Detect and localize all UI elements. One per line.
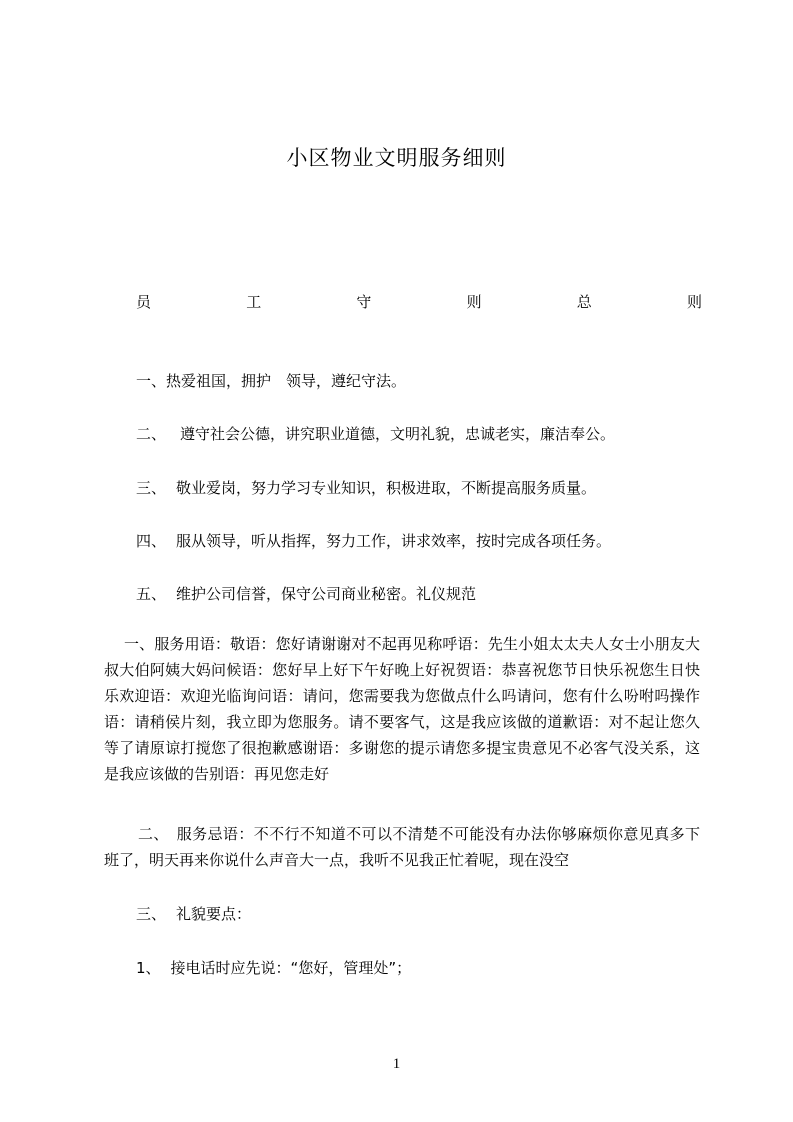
section-number: 三、 xyxy=(136,905,167,923)
taboo-terms-paragraph: 二、 服务忌语：不不行不知道不可以不清楚不可能没有办法你够麻烦你意见真多下班了，明天再来你说什么声音大一点，我听不见我正忙着呢，现在没空 xyxy=(104,825,700,869)
rule-number: 二、 xyxy=(136,425,167,443)
rule-item-4 xyxy=(136,531,611,551)
rule-text: 热爱祖国，拥护 领导，遵纪守法。 xyxy=(166,372,407,390)
rule-number: 四、 xyxy=(136,532,167,550)
rule-item-3 xyxy=(136,478,596,498)
heading-char: 总 xyxy=(576,293,592,311)
rule-number: 三、 xyxy=(136,479,167,497)
rule-number: 五、 xyxy=(136,585,167,603)
etiquette-heading xyxy=(136,904,251,924)
item-number: 1、 xyxy=(136,959,161,977)
rule-text: 维护公司信誉，保守公司商业秘密。礼仪规范 xyxy=(176,585,477,603)
rule-text: 敬业爱岗，努力学习专业知识，积极进取，不断提高服务质量。 xyxy=(176,479,597,497)
item-text: 接电话时应先说：“您好，管理处”； xyxy=(170,959,412,977)
rule-item-1 xyxy=(136,371,406,391)
heading-char: 守 xyxy=(356,293,372,311)
rule-text: 遵守社会公德，讲究职业道德，文明礼貌，忠诚老实，廉洁奉公。 xyxy=(180,425,616,443)
heading-char: 则 xyxy=(466,293,482,311)
section-text: 礼貌要点： xyxy=(176,905,252,923)
heading-char: 工 xyxy=(246,293,262,311)
rule-item-2 xyxy=(136,424,615,444)
page-number: 1 xyxy=(392,1056,401,1072)
heading-char: 员 xyxy=(136,293,152,311)
document-title: 小区物业文明服务细则 xyxy=(286,146,507,170)
phone-rule xyxy=(136,958,411,978)
rule-item-5 xyxy=(136,584,476,604)
section-heading xyxy=(136,291,702,312)
service-terms-paragraph: 一、服务用语：敬语：您好请谢谢对不起再见称呼语：先生小姐太太夫人女士小朋友大叔大伯阿姨大妈问候语：您好早上好下午好晚上好祝贺语：恭喜祝您节日快乐祝您生日快乐欢迎语：欢迎光临询问语：请问，您需要我为您做点什么吗请问，您有什么吩咐吗操作语：请稍侯片刻，我立即为您服务。请不要客气，这是我应该做的道歉语：对不起让您久等了请原谅打搅您了很抱歉感谢语：多谢您的提示请您多提宝贵意见不必客气没关系，这是我应该做的告别语：再见您走好 xyxy=(104,635,700,783)
rule-number: 一、 xyxy=(136,372,167,390)
heading-char: 则 xyxy=(686,293,702,311)
rule-text: 服从领导，听从指挥，努力工作，讲求效率，按时完成各项任务。 xyxy=(176,532,612,550)
